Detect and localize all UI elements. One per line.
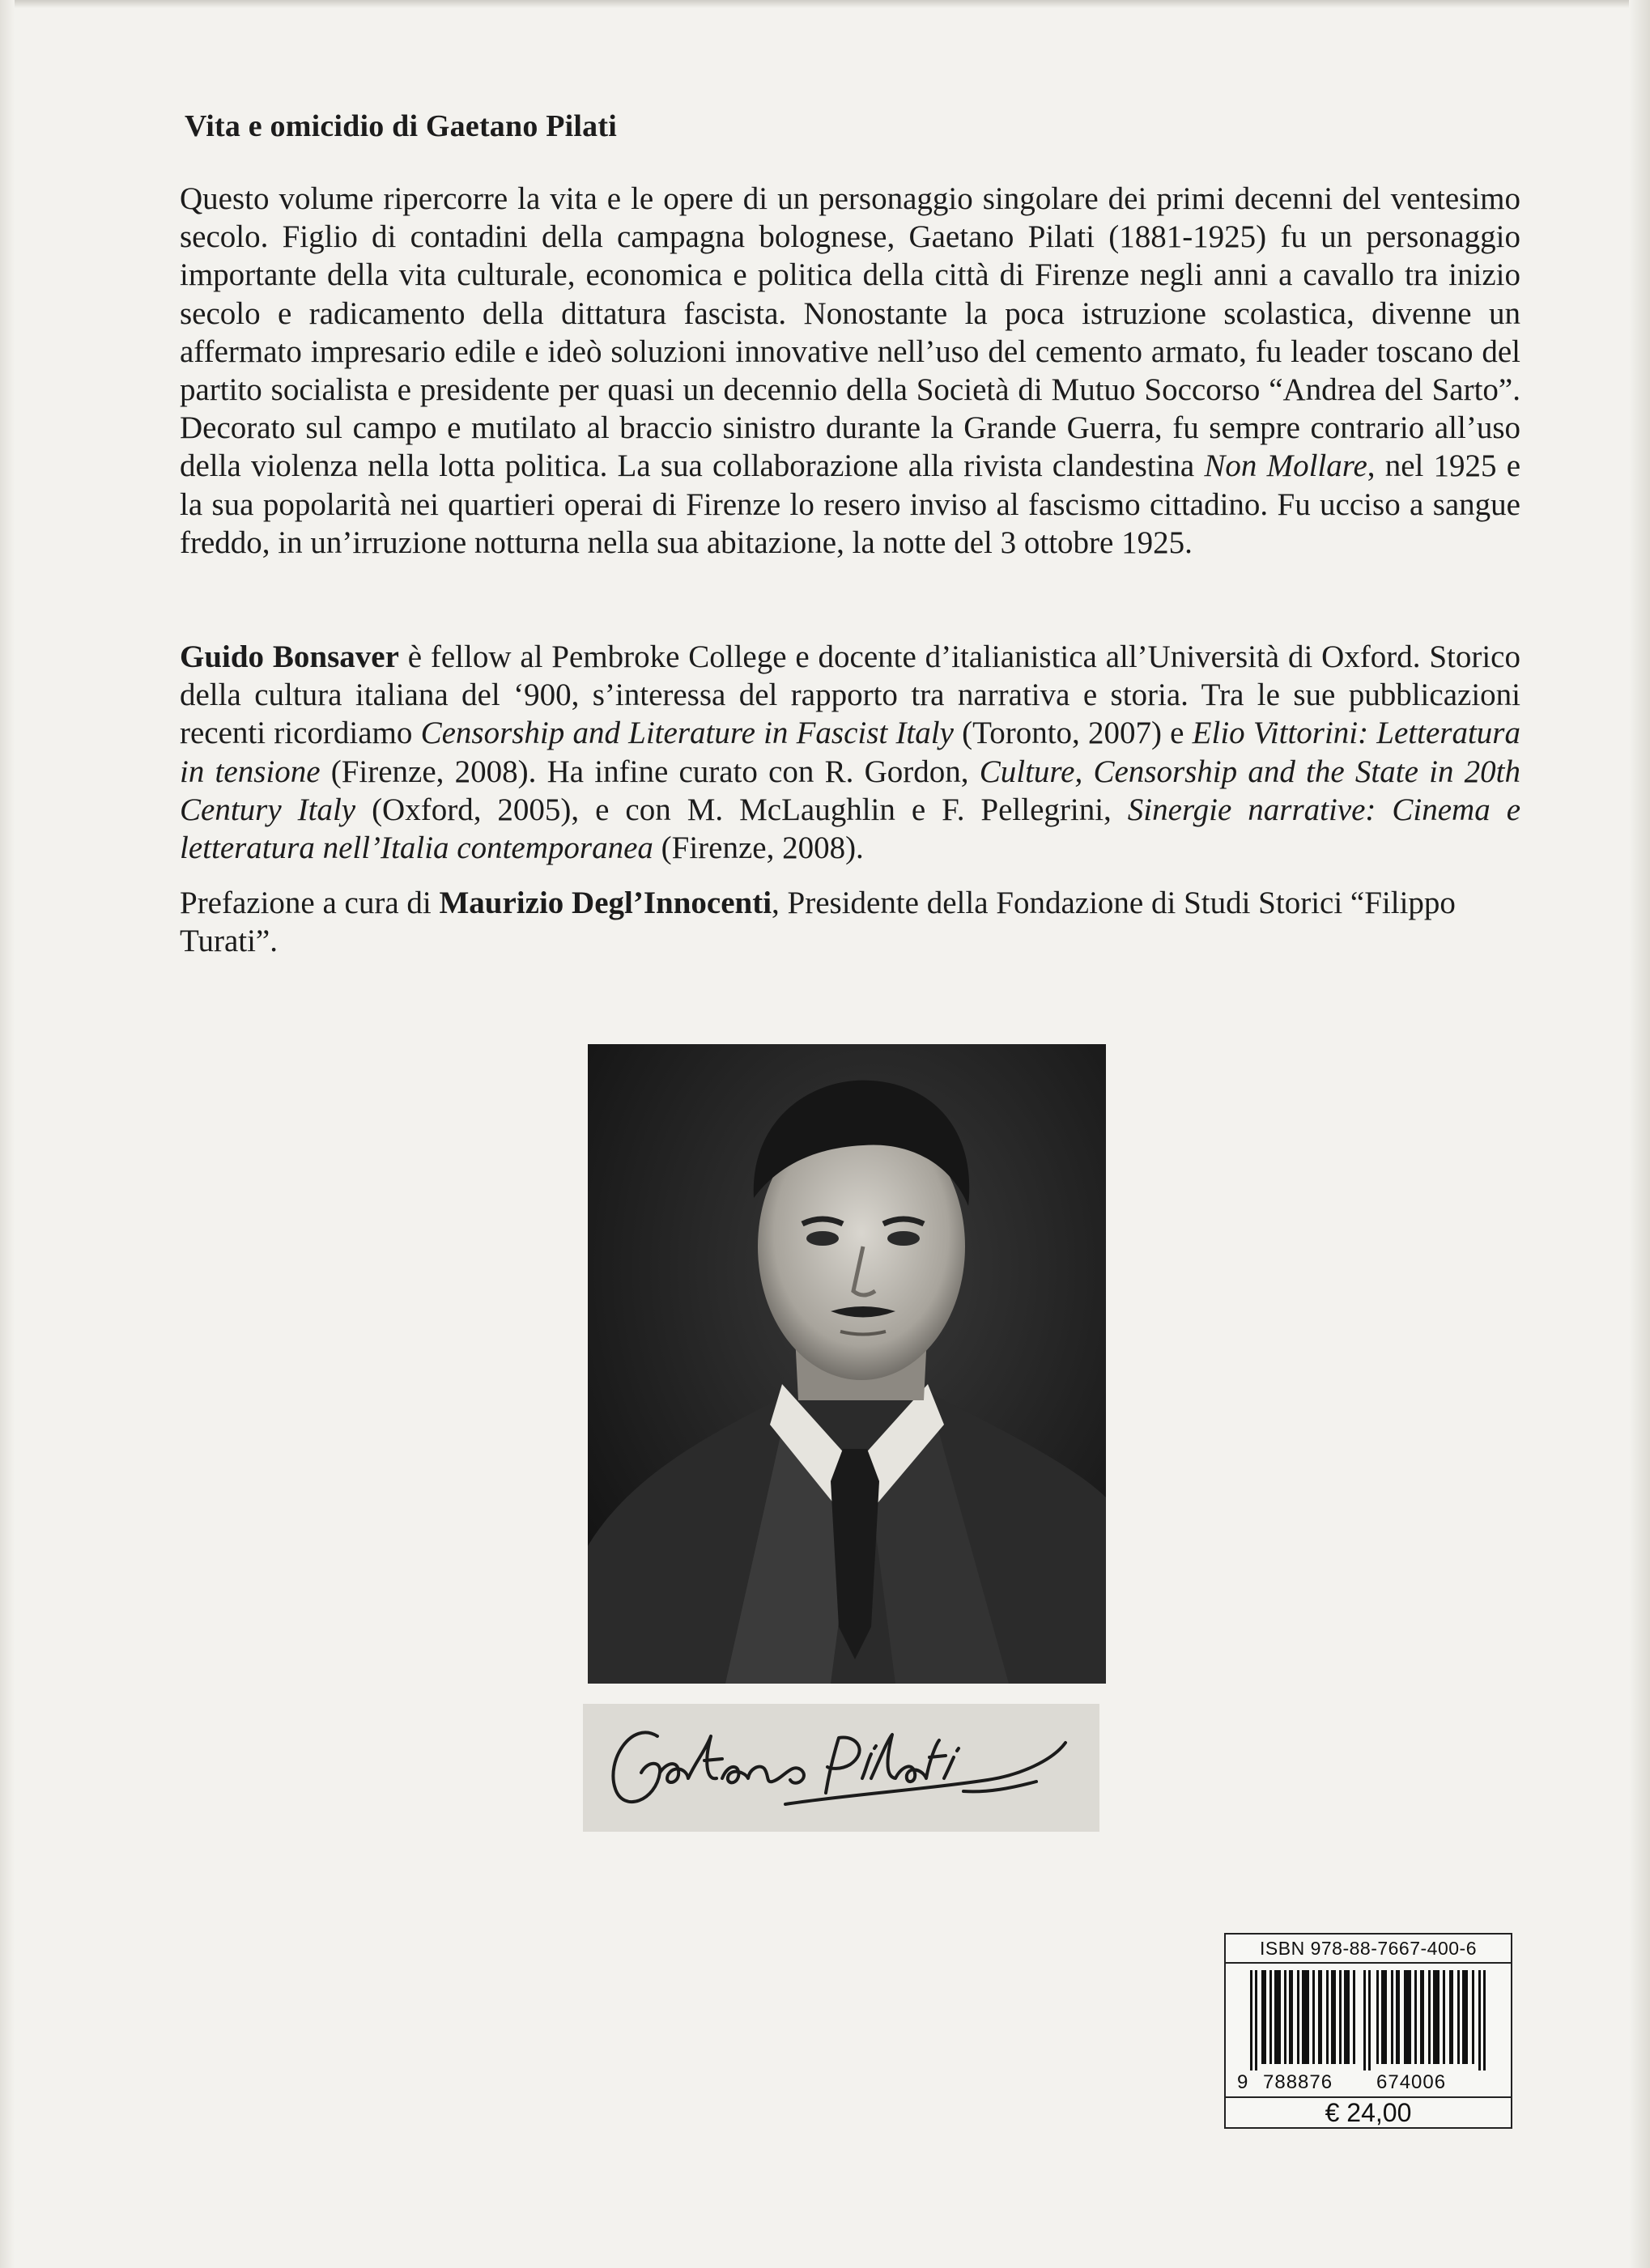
bio-text: (Firenze, 2008). [653,830,864,866]
ean-right-group: 674006 [1376,2071,1447,2093]
bio-text: (Firenze, 2008). Ha infine curato con R. Gordon, [320,754,980,789]
synopsis-text: , nel 1925 e la sua popolarità nei quartieri operai di Firenze lo resero inviso al fascismo cittadino. Fu ucciso a sangue freddo, in un’irruzione notturna nella sua abitazione, la notte del 3 ottobre 1925. [180,448,1520,560]
signature-image [583,1704,1099,1832]
book-title: Vita e omicidio di Gaetano Pilati [185,109,617,143]
page-edge [0,0,15,2268]
ean-left-group: 788876 [1263,2071,1333,2093]
bio-text: (Toronto, 2007) e [953,716,1193,751]
journal-title: Non Mollare [1204,448,1367,484]
ean-digits [1226,2071,1511,2098]
isbn-number: ISBN 978-88-7667-400-6 [1226,1935,1511,1964]
barcode-bars [1226,1964,1511,2071]
book-title-reference: Censorship and Literature in Fascist Italy [420,716,954,751]
preface-author: Maurizio Degl’Innocenti [439,886,772,920]
bio-text: (Oxford, 2005), e con M. McLaughlin e F. Pellegrini, [355,792,1128,827]
synopsis-text: Questo volume ripercorre la vita e le opere di un personaggio singolare dei primi decenni del ventesimo secolo. Figlio di contadini della campagna bolognese, Gaetano Pilati (1881-1925) fu un personaggio importante della vita culturale, economica e politica della città di Firenze negli anni a cavallo tra inizio secolo e radicamento della dittatura fascista. Nonostante la poca istruzione scolastica, divenne un affermato impresario edile e ideò soluzioni innovative nell’uso del cemento armato, fu leader toscano del partito socialista e presidente per quasi un decennio della Società di Mutuo Soccorso “Andrea del Sarto”. Decorato sul campo e mutilato al braccio sinistro durante la Grande Guerra, fu sempre contrario all’uso della violenza nella lotta politica. La sua collaborazione alla rivista clandestina [180,181,1520,484]
preface-text: , Presidente della Fondazione di Studi Storici “Filippo Turati”. [180,886,1456,959]
book-title-reference: Elio Vittorini: Letteratura in tensione [180,716,1520,789]
author-bio-paragraph [180,638,1520,867]
preface-paragraph [180,884,1520,960]
synopsis-paragraph [180,180,1520,562]
book-title-reference: Sinergie narrative: Cinema e letteratura nell’Italia contemporanea [180,792,1520,866]
page-edge [0,0,1650,8]
ean-first-digit: 9 [1237,2071,1248,2093]
price: € 24,00 [1325,2098,1412,2127]
portrait-photo [588,1044,1106,1684]
page-edge [1629,0,1650,2268]
preface-text: Prefazione a cura di [180,886,440,920]
bio-text: è fellow al Pembroke College e docente d’italianistica all’Università di Oxford. Storico della cultura italiana del ‘900, s’interessa del rapporto tra narrativa e storia. Tra le sue pubblicazioni recenti ricordiamo [180,639,1520,751]
book-title-reference: Culture, Censorship and the State in 20th Century Italy [180,754,1520,827]
author-name: Guido Bonsaver [180,639,399,674]
barcode-label [1224,1933,1512,2129]
